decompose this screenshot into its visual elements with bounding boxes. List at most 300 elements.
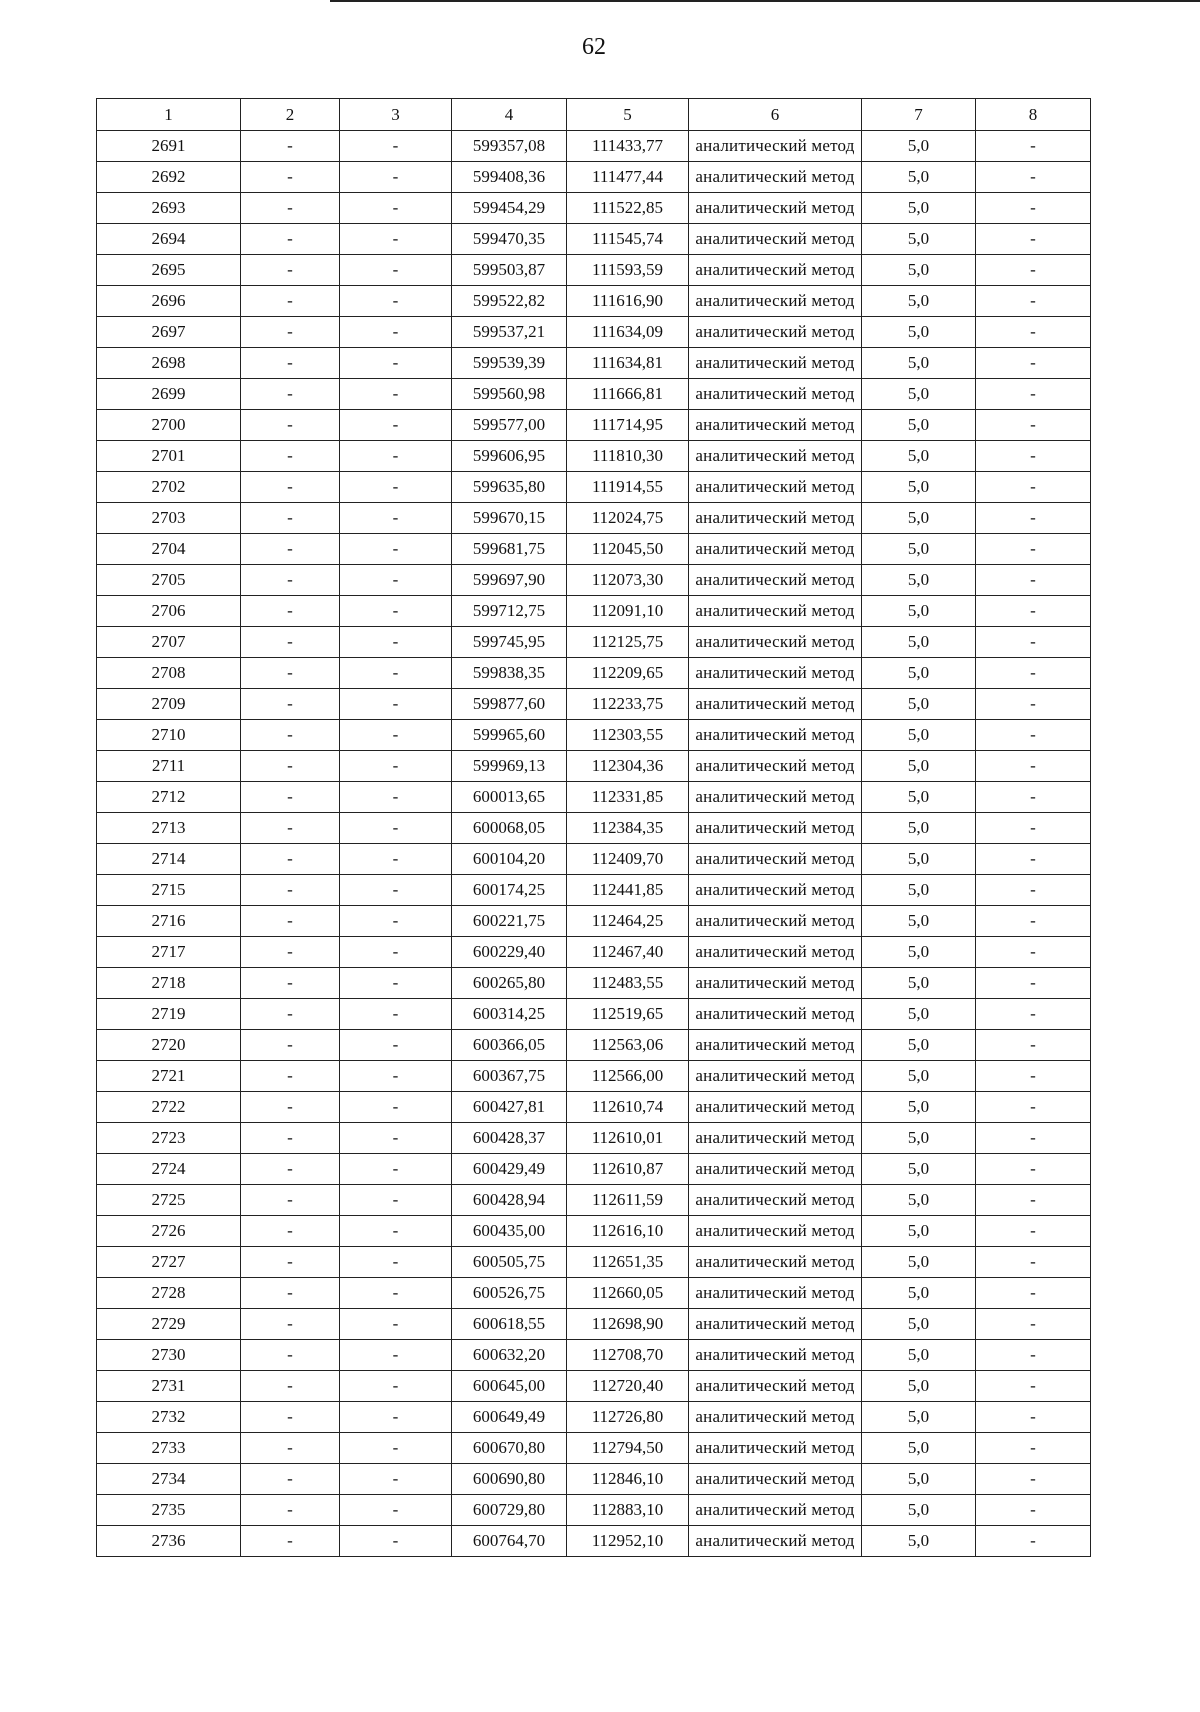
point-number-cell: 2703 <box>97 503 241 534</box>
accuracy-cell: 5,0 <box>862 503 976 534</box>
y-coordinate-cell: 112720,40 <box>567 1371 689 1402</box>
point-number-cell: 2730 <box>97 1340 241 1371</box>
col2-value-cell: - <box>241 317 340 348</box>
col8-value-cell: - <box>976 1340 1091 1371</box>
method-cell: аналитический метод <box>689 1278 862 1309</box>
col3-value-cell: - <box>340 1371 452 1402</box>
x-coordinate-cell: 600526,75 <box>452 1278 567 1309</box>
table-row <box>97 348 1091 379</box>
accuracy-cell: 5,0 <box>862 472 976 503</box>
col3-value-cell: - <box>340 813 452 844</box>
method-cell: аналитический метод <box>689 1247 862 1278</box>
table-row <box>97 1123 1091 1154</box>
method-cell: аналитический метод <box>689 379 862 410</box>
point-number-cell: 2694 <box>97 224 241 255</box>
column-header: 1 <box>97 99 241 131</box>
col2-value-cell: - <box>241 224 340 255</box>
col8-value-cell: - <box>976 1371 1091 1402</box>
point-number-cell: 2722 <box>97 1092 241 1123</box>
col8-value-cell: - <box>976 875 1091 906</box>
x-coordinate-cell: 599712,75 <box>452 596 567 627</box>
col8-value-cell: - <box>976 503 1091 534</box>
y-coordinate-cell: 112519,65 <box>567 999 689 1030</box>
y-coordinate-cell: 111545,74 <box>567 224 689 255</box>
accuracy-cell: 5,0 <box>862 1216 976 1247</box>
method-cell: аналитический метод <box>689 162 862 193</box>
x-coordinate-cell: 600013,65 <box>452 782 567 813</box>
point-number-cell: 2735 <box>97 1495 241 1526</box>
point-number-cell: 2693 <box>97 193 241 224</box>
table-row <box>97 410 1091 441</box>
col2-value-cell: - <box>241 999 340 1030</box>
x-coordinate-cell: 599357,08 <box>452 131 567 162</box>
method-cell: аналитический метод <box>689 968 862 999</box>
accuracy-cell: 5,0 <box>862 131 976 162</box>
col2-value-cell: - <box>241 565 340 596</box>
col8-value-cell: - <box>976 1433 1091 1464</box>
y-coordinate-cell: 112651,35 <box>567 1247 689 1278</box>
y-coordinate-cell: 112610,87 <box>567 1154 689 1185</box>
method-cell: аналитический метод <box>689 844 862 875</box>
col8-value-cell: - <box>976 1030 1091 1061</box>
col2-value-cell: - <box>241 1154 340 1185</box>
accuracy-cell: 5,0 <box>862 1030 976 1061</box>
table-row <box>97 472 1091 503</box>
accuracy-cell: 5,0 <box>862 906 976 937</box>
point-number-cell: 2727 <box>97 1247 241 1278</box>
accuracy-cell: 5,0 <box>862 1526 976 1557</box>
x-coordinate-cell: 600367,75 <box>452 1061 567 1092</box>
accuracy-cell: 5,0 <box>862 1278 976 1309</box>
x-coordinate-cell: 599560,98 <box>452 379 567 410</box>
point-number-cell: 2724 <box>97 1154 241 1185</box>
col2-value-cell: - <box>241 1495 340 1526</box>
accuracy-cell: 5,0 <box>862 1185 976 1216</box>
accuracy-cell: 5,0 <box>862 348 976 379</box>
col3-value-cell: - <box>340 193 452 224</box>
accuracy-cell: 5,0 <box>862 627 976 658</box>
col3-value-cell: - <box>340 410 452 441</box>
point-number-cell: 2696 <box>97 286 241 317</box>
method-cell: аналитический метод <box>689 503 862 534</box>
col2-value-cell: - <box>241 1402 340 1433</box>
col3-value-cell: - <box>340 131 452 162</box>
col2-value-cell: - <box>241 410 340 441</box>
accuracy-cell: 5,0 <box>862 1061 976 1092</box>
col2-value-cell: - <box>241 503 340 534</box>
method-cell: аналитический метод <box>689 1340 862 1371</box>
col8-value-cell: - <box>976 224 1091 255</box>
column-header: 6 <box>689 99 862 131</box>
col8-value-cell: - <box>976 1402 1091 1433</box>
col3-value-cell: - <box>340 844 452 875</box>
point-number-cell: 2698 <box>97 348 241 379</box>
col2-value-cell: - <box>241 348 340 379</box>
accuracy-cell: 5,0 <box>862 1371 976 1402</box>
col8-value-cell: - <box>976 286 1091 317</box>
col2-value-cell: - <box>241 813 340 844</box>
table-row <box>97 1278 1091 1309</box>
col3-value-cell: - <box>340 1309 452 1340</box>
y-coordinate-cell: 112794,50 <box>567 1433 689 1464</box>
col8-value-cell: - <box>976 782 1091 813</box>
col3-value-cell: - <box>340 782 452 813</box>
col8-value-cell: - <box>976 844 1091 875</box>
y-coordinate-cell: 112464,25 <box>567 906 689 937</box>
table-row <box>97 1526 1091 1557</box>
method-cell: аналитический метод <box>689 1433 862 1464</box>
x-coordinate-cell: 599539,39 <box>452 348 567 379</box>
table-row <box>97 503 1091 534</box>
point-number-cell: 2717 <box>97 937 241 968</box>
col2-value-cell: - <box>241 751 340 782</box>
y-coordinate-cell: 112616,10 <box>567 1216 689 1247</box>
col2-value-cell: - <box>241 162 340 193</box>
coordinates-table <box>96 98 1091 1557</box>
y-coordinate-cell: 112091,10 <box>567 596 689 627</box>
point-number-cell: 2715 <box>97 875 241 906</box>
point-number-cell: 2714 <box>97 844 241 875</box>
point-number-cell: 2725 <box>97 1185 241 1216</box>
col2-value-cell: - <box>241 596 340 627</box>
table-row <box>97 875 1091 906</box>
col2-value-cell: - <box>241 286 340 317</box>
col2-value-cell: - <box>241 1123 340 1154</box>
point-number-cell: 2733 <box>97 1433 241 1464</box>
accuracy-cell: 5,0 <box>862 751 976 782</box>
point-number-cell: 2723 <box>97 1123 241 1154</box>
col8-value-cell: - <box>976 627 1091 658</box>
col2-value-cell: - <box>241 906 340 937</box>
x-coordinate-cell: 600764,70 <box>452 1526 567 1557</box>
x-coordinate-cell: 599969,13 <box>452 751 567 782</box>
x-coordinate-cell: 599537,21 <box>452 317 567 348</box>
x-coordinate-cell: 599470,35 <box>452 224 567 255</box>
col3-value-cell: - <box>340 286 452 317</box>
table-row <box>97 1340 1091 1371</box>
table-row <box>97 131 1091 162</box>
col3-value-cell: - <box>340 875 452 906</box>
col3-value-cell: - <box>340 565 452 596</box>
col3-value-cell: - <box>340 968 452 999</box>
col2-value-cell: - <box>241 1216 340 1247</box>
col2-value-cell: - <box>241 937 340 968</box>
table-row <box>97 751 1091 782</box>
y-coordinate-cell: 112952,10 <box>567 1526 689 1557</box>
table-row <box>97 720 1091 751</box>
x-coordinate-cell: 600428,37 <box>452 1123 567 1154</box>
col3-value-cell: - <box>340 596 452 627</box>
method-cell: аналитический метод <box>689 1402 862 1433</box>
col3-value-cell: - <box>340 720 452 751</box>
y-coordinate-cell: 111616,90 <box>567 286 689 317</box>
col8-value-cell: - <box>976 1464 1091 1495</box>
method-cell: аналитический метод <box>689 348 862 379</box>
col8-value-cell: - <box>976 255 1091 286</box>
accuracy-cell: 5,0 <box>862 1123 976 1154</box>
col8-value-cell: - <box>976 565 1091 596</box>
y-coordinate-cell: 111810,30 <box>567 441 689 472</box>
method-cell: аналитический метод <box>689 565 862 596</box>
table-row <box>97 999 1091 1030</box>
y-coordinate-cell: 112698,90 <box>567 1309 689 1340</box>
point-number-cell: 2712 <box>97 782 241 813</box>
accuracy-cell: 5,0 <box>862 1464 976 1495</box>
x-coordinate-cell: 600104,20 <box>452 844 567 875</box>
method-cell: аналитический метод <box>689 1061 862 1092</box>
method-cell: аналитический метод <box>689 1185 862 1216</box>
y-coordinate-cell: 112409,70 <box>567 844 689 875</box>
point-number-cell: 2701 <box>97 441 241 472</box>
method-cell: аналитический метод <box>689 1123 862 1154</box>
y-coordinate-cell: 111634,81 <box>567 348 689 379</box>
table-row <box>97 286 1091 317</box>
accuracy-cell: 5,0 <box>862 1247 976 1278</box>
x-coordinate-cell: 599838,35 <box>452 658 567 689</box>
accuracy-cell: 5,0 <box>862 875 976 906</box>
y-coordinate-cell: 112483,55 <box>567 968 689 999</box>
col2-value-cell: - <box>241 658 340 689</box>
y-coordinate-cell: 112611,59 <box>567 1185 689 1216</box>
col2-value-cell: - <box>241 1278 340 1309</box>
table-row <box>97 1495 1091 1526</box>
table-row <box>97 255 1091 286</box>
col3-value-cell: - <box>340 1464 452 1495</box>
method-cell: аналитический метод <box>689 441 862 472</box>
col8-value-cell: - <box>976 1247 1091 1278</box>
y-coordinate-cell: 112125,75 <box>567 627 689 658</box>
point-number-cell: 2720 <box>97 1030 241 1061</box>
y-coordinate-cell: 112660,05 <box>567 1278 689 1309</box>
top-rule <box>330 0 1200 2</box>
point-number-cell: 2707 <box>97 627 241 658</box>
col3-value-cell: - <box>340 1216 452 1247</box>
table-row <box>97 1433 1091 1464</box>
col8-value-cell: - <box>976 1154 1091 1185</box>
accuracy-cell: 5,0 <box>862 689 976 720</box>
method-cell: аналитический метод <box>689 782 862 813</box>
x-coordinate-cell: 599606,95 <box>452 441 567 472</box>
point-number-cell: 2706 <box>97 596 241 627</box>
method-cell: аналитический метод <box>689 1526 862 1557</box>
col3-value-cell: - <box>340 162 452 193</box>
x-coordinate-cell: 599522,82 <box>452 286 567 317</box>
method-cell: аналитический метод <box>689 689 862 720</box>
point-number-cell: 2704 <box>97 534 241 565</box>
y-coordinate-cell: 111666,81 <box>567 379 689 410</box>
col2-value-cell: - <box>241 131 340 162</box>
table-row <box>97 906 1091 937</box>
x-coordinate-cell: 600229,40 <box>452 937 567 968</box>
x-coordinate-cell: 599577,00 <box>452 410 567 441</box>
table-row <box>97 968 1091 999</box>
accuracy-cell: 5,0 <box>862 813 976 844</box>
x-coordinate-cell: 600632,20 <box>452 1340 567 1371</box>
method-cell: аналитический метод <box>689 224 862 255</box>
point-number-cell: 2726 <box>97 1216 241 1247</box>
method-cell: аналитический метод <box>689 472 862 503</box>
method-cell: аналитический метод <box>689 131 862 162</box>
table-row <box>97 844 1091 875</box>
col2-value-cell: - <box>241 1030 340 1061</box>
col2-value-cell: - <box>241 1340 340 1371</box>
point-number-cell: 2697 <box>97 317 241 348</box>
table-row <box>97 1092 1091 1123</box>
method-cell: аналитический метод <box>689 1030 862 1061</box>
col2-value-cell: - <box>241 472 340 503</box>
x-coordinate-cell: 600314,25 <box>452 999 567 1030</box>
table-row <box>97 689 1091 720</box>
accuracy-cell: 5,0 <box>862 1154 976 1185</box>
col8-value-cell: - <box>976 162 1091 193</box>
col3-value-cell: - <box>340 1123 452 1154</box>
table-row <box>97 565 1091 596</box>
accuracy-cell: 5,0 <box>862 844 976 875</box>
point-number-cell: 2695 <box>97 255 241 286</box>
y-coordinate-cell: 112883,10 <box>567 1495 689 1526</box>
point-number-cell: 2713 <box>97 813 241 844</box>
point-number-cell: 2728 <box>97 1278 241 1309</box>
x-coordinate-cell: 599681,75 <box>452 534 567 565</box>
point-number-cell: 2709 <box>97 689 241 720</box>
col2-value-cell: - <box>241 1464 340 1495</box>
method-cell: аналитический метод <box>689 410 862 441</box>
table-row <box>97 937 1091 968</box>
table-row <box>97 1030 1091 1061</box>
method-cell: аналитический метод <box>689 317 862 348</box>
point-number-cell: 2732 <box>97 1402 241 1433</box>
col3-value-cell: - <box>340 255 452 286</box>
y-coordinate-cell: 112233,75 <box>567 689 689 720</box>
accuracy-cell: 5,0 <box>862 534 976 565</box>
x-coordinate-cell: 600427,81 <box>452 1092 567 1123</box>
col8-value-cell: - <box>976 317 1091 348</box>
point-number-cell: 2692 <box>97 162 241 193</box>
x-coordinate-cell: 600645,00 <box>452 1371 567 1402</box>
accuracy-cell: 5,0 <box>862 441 976 472</box>
table-row <box>97 596 1091 627</box>
col2-value-cell: - <box>241 844 340 875</box>
col8-value-cell: - <box>976 906 1091 937</box>
accuracy-cell: 5,0 <box>862 1402 976 1433</box>
x-coordinate-cell: 600618,55 <box>452 1309 567 1340</box>
col3-value-cell: - <box>340 1247 452 1278</box>
col3-value-cell: - <box>340 348 452 379</box>
point-number-cell: 2699 <box>97 379 241 410</box>
col3-value-cell: - <box>340 1526 452 1557</box>
col2-value-cell: - <box>241 627 340 658</box>
point-number-cell: 2718 <box>97 968 241 999</box>
col3-value-cell: - <box>340 1061 452 1092</box>
method-cell: аналитический метод <box>689 596 862 627</box>
col3-value-cell: - <box>340 999 452 1030</box>
column-header: 4 <box>452 99 567 131</box>
y-coordinate-cell: 112024,75 <box>567 503 689 534</box>
x-coordinate-cell: 600429,49 <box>452 1154 567 1185</box>
col2-value-cell: - <box>241 1371 340 1402</box>
table-row <box>97 1402 1091 1433</box>
y-coordinate-cell: 112303,55 <box>567 720 689 751</box>
method-cell: аналитический метод <box>689 1309 862 1340</box>
method-cell: аналитический метод <box>689 534 862 565</box>
y-coordinate-cell: 112566,00 <box>567 1061 689 1092</box>
point-number-cell: 2736 <box>97 1526 241 1557</box>
col2-value-cell: - <box>241 1185 340 1216</box>
x-coordinate-cell: 599408,36 <box>452 162 567 193</box>
method-cell: аналитический метод <box>689 627 862 658</box>
table-row <box>97 1309 1091 1340</box>
accuracy-cell: 5,0 <box>862 720 976 751</box>
y-coordinate-cell: 112073,30 <box>567 565 689 596</box>
accuracy-cell: 5,0 <box>862 658 976 689</box>
col3-value-cell: - <box>340 1495 452 1526</box>
col3-value-cell: - <box>340 503 452 534</box>
col8-value-cell: - <box>976 193 1091 224</box>
col3-value-cell: - <box>340 1092 452 1123</box>
method-cell: аналитический метод <box>689 1216 862 1247</box>
column-header: 5 <box>567 99 689 131</box>
col2-value-cell: - <box>241 1061 340 1092</box>
column-header: 8 <box>976 99 1091 131</box>
col3-value-cell: - <box>340 1402 452 1433</box>
table-row <box>97 813 1091 844</box>
table-row <box>97 441 1091 472</box>
col2-value-cell: - <box>241 720 340 751</box>
col8-value-cell: - <box>976 968 1091 999</box>
table-row <box>97 1061 1091 1092</box>
col2-value-cell: - <box>241 379 340 410</box>
y-coordinate-cell: 112441,85 <box>567 875 689 906</box>
col2-value-cell: - <box>241 782 340 813</box>
method-cell: аналитический метод <box>689 999 862 1030</box>
col2-value-cell: - <box>241 968 340 999</box>
x-coordinate-cell: 600649,49 <box>452 1402 567 1433</box>
accuracy-cell: 5,0 <box>862 596 976 627</box>
col2-value-cell: - <box>241 689 340 720</box>
x-coordinate-cell: 599965,60 <box>452 720 567 751</box>
x-coordinate-cell: 600068,05 <box>452 813 567 844</box>
col3-value-cell: - <box>340 658 452 689</box>
point-number-cell: 2700 <box>97 410 241 441</box>
x-coordinate-cell: 599745,95 <box>452 627 567 658</box>
x-coordinate-cell: 600265,80 <box>452 968 567 999</box>
method-cell: аналитический метод <box>689 1464 862 1495</box>
y-coordinate-cell: 112726,80 <box>567 1402 689 1433</box>
point-number-cell: 2708 <box>97 658 241 689</box>
col3-value-cell: - <box>340 224 452 255</box>
point-number-cell: 2719 <box>97 999 241 1030</box>
accuracy-cell: 5,0 <box>862 999 976 1030</box>
col8-value-cell: - <box>976 720 1091 751</box>
accuracy-cell: 5,0 <box>862 1433 976 1464</box>
col2-value-cell: - <box>241 875 340 906</box>
col3-value-cell: - <box>340 1433 452 1464</box>
y-coordinate-cell: 112467,40 <box>567 937 689 968</box>
point-number-cell: 2702 <box>97 472 241 503</box>
table-row <box>97 782 1091 813</box>
table-row <box>97 1185 1091 1216</box>
y-coordinate-cell: 111714,95 <box>567 410 689 441</box>
method-cell: аналитический метод <box>689 720 862 751</box>
col3-value-cell: - <box>340 937 452 968</box>
y-coordinate-cell: 111634,09 <box>567 317 689 348</box>
point-number-cell: 2691 <box>97 131 241 162</box>
method-cell: аналитический метод <box>689 286 862 317</box>
x-coordinate-cell: 599503,87 <box>452 255 567 286</box>
point-number-cell: 2734 <box>97 1464 241 1495</box>
accuracy-cell: 5,0 <box>862 1340 976 1371</box>
method-cell: аналитический метод <box>689 1092 862 1123</box>
